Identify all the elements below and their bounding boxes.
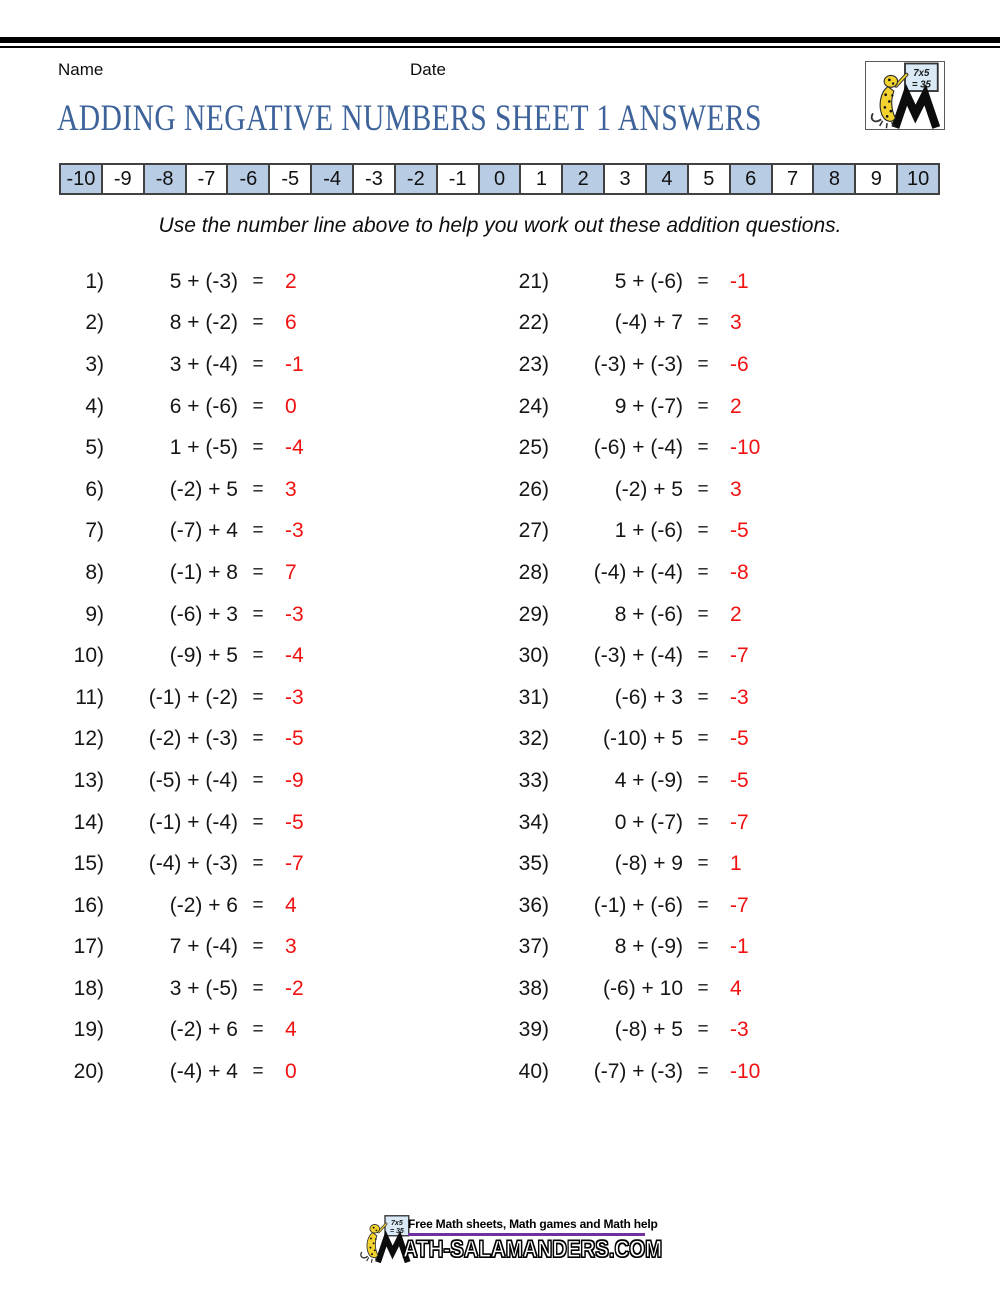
question-answer: 4 bbox=[285, 893, 297, 917]
question-number: 10) bbox=[73, 644, 104, 668]
question-expression: 1 + (-6) bbox=[614, 519, 683, 543]
number-line-cell: 4 bbox=[645, 163, 689, 195]
number-line-cell: -2 bbox=[394, 163, 438, 195]
question-answer: -6 bbox=[730, 352, 749, 376]
question-number: 17) bbox=[73, 935, 104, 959]
question-row bbox=[59, 843, 479, 885]
equals-sign: = bbox=[252, 1061, 264, 1083]
number-line-cell: -3 bbox=[352, 163, 396, 195]
question-answer: -3 bbox=[285, 519, 304, 543]
number-line-cell: -7 bbox=[185, 163, 229, 195]
question-number: 7) bbox=[85, 519, 104, 543]
question-row bbox=[504, 386, 924, 428]
equals-sign: = bbox=[697, 894, 709, 916]
question-row bbox=[504, 261, 924, 303]
question-number: 1) bbox=[85, 269, 104, 293]
question-expression: (-5) + (-4) bbox=[148, 768, 238, 792]
question-number: 5) bbox=[85, 436, 104, 460]
question-answer: 7 bbox=[285, 560, 297, 584]
question-row bbox=[59, 303, 479, 345]
question-expression: (-4) + 7 bbox=[614, 311, 683, 335]
question-answer: 2 bbox=[285, 269, 297, 293]
equals-sign: = bbox=[697, 977, 709, 999]
question-expression: 7 + (-4) bbox=[169, 935, 238, 959]
question-row bbox=[59, 719, 479, 761]
number-line-cell: 10 bbox=[896, 163, 940, 195]
question-row bbox=[59, 802, 479, 844]
question-expression: 3 + (-5) bbox=[169, 976, 238, 1000]
question-expression: (-2) + 6 bbox=[169, 1018, 238, 1042]
question-row bbox=[504, 1010, 924, 1052]
question-expression: 8 + (-9) bbox=[614, 935, 683, 959]
question-number: 29) bbox=[518, 602, 549, 626]
number-line-cell: -5 bbox=[268, 163, 312, 195]
equals-sign: = bbox=[697, 1061, 709, 1083]
equals-sign: = bbox=[252, 270, 264, 292]
footer-brand-text: ATH-SALAMANDERS.COM bbox=[403, 1236, 663, 1263]
question-answer: 3 bbox=[730, 311, 742, 335]
equals-sign: = bbox=[252, 728, 264, 750]
question-expression: (-1) + (-2) bbox=[148, 685, 238, 709]
question-answer: -10 bbox=[730, 1060, 761, 1084]
question-row bbox=[504, 469, 924, 511]
equals-sign: = bbox=[252, 520, 264, 542]
question-expression: 3 + (-4) bbox=[169, 352, 238, 376]
question-row bbox=[59, 386, 479, 428]
equals-sign: = bbox=[252, 312, 264, 334]
name-label: Name bbox=[58, 60, 104, 79]
question-number: 25) bbox=[518, 436, 549, 460]
number-line-cell: -10 bbox=[59, 163, 103, 195]
question-answer: 2 bbox=[730, 394, 742, 418]
number-line-cell: -4 bbox=[310, 163, 354, 195]
question-answer: 3 bbox=[285, 935, 297, 959]
footer bbox=[358, 1212, 678, 1268]
question-number: 33) bbox=[518, 768, 549, 792]
question-number: 31) bbox=[518, 685, 549, 709]
equals-sign: = bbox=[697, 478, 709, 500]
question-number: 27) bbox=[518, 519, 549, 543]
question-row bbox=[504, 552, 924, 594]
question-answer: 3 bbox=[730, 477, 742, 501]
question-answer: -5 bbox=[285, 727, 304, 751]
question-row bbox=[59, 1010, 479, 1052]
equals-sign: = bbox=[252, 353, 264, 375]
question-row bbox=[59, 885, 479, 927]
question-number: 35) bbox=[518, 852, 549, 876]
question-answer: 3 bbox=[285, 477, 297, 501]
question-row bbox=[59, 760, 479, 802]
question-number: 20) bbox=[73, 1060, 104, 1084]
equals-sign: = bbox=[697, 437, 709, 459]
equals-sign: = bbox=[697, 645, 709, 667]
equals-sign: = bbox=[252, 561, 264, 583]
question-answer: -4 bbox=[285, 644, 304, 668]
equals-sign: = bbox=[697, 353, 709, 375]
question-row bbox=[504, 719, 924, 761]
math-salamanders-logo bbox=[865, 61, 945, 130]
question-number: 40) bbox=[518, 1060, 549, 1084]
question-answer: -3 bbox=[285, 602, 304, 626]
question-number: 38) bbox=[518, 976, 549, 1000]
question-expression: (-7) + 4 bbox=[169, 519, 238, 543]
question-expression: 4 + (-9) bbox=[614, 768, 683, 792]
number-line-cell: -9 bbox=[101, 163, 145, 195]
number-line-cell: 2 bbox=[561, 163, 605, 195]
number-line-cell: 5 bbox=[687, 163, 731, 195]
question-row bbox=[504, 344, 924, 386]
question-row bbox=[59, 927, 479, 969]
question-answer: 2 bbox=[730, 602, 742, 626]
question-answer: -4 bbox=[285, 436, 304, 460]
question-number: 37) bbox=[518, 935, 549, 959]
equals-sign: = bbox=[252, 603, 264, 625]
question-answer: -3 bbox=[730, 1018, 749, 1042]
question-expression: 8 + (-2) bbox=[169, 311, 238, 335]
question-number: 34) bbox=[518, 810, 549, 834]
question-row bbox=[59, 677, 479, 719]
equals-sign: = bbox=[697, 270, 709, 292]
question-row bbox=[504, 511, 924, 553]
equals-sign: = bbox=[252, 894, 264, 916]
question-row bbox=[504, 1051, 924, 1093]
question-row bbox=[59, 427, 479, 469]
question-expression: (-1) + (-4) bbox=[148, 810, 238, 834]
question-number: 19) bbox=[73, 1018, 104, 1042]
question-number: 12) bbox=[73, 727, 104, 751]
question-expression: (-1) + (-6) bbox=[593, 893, 683, 917]
question-expression: (-7) + (-3) bbox=[593, 1060, 683, 1084]
question-expression: (-8) + 9 bbox=[614, 852, 683, 876]
number-line-cell: 0 bbox=[478, 163, 522, 195]
question-expression: (-6) + 10 bbox=[603, 976, 683, 1000]
question-row bbox=[59, 511, 479, 553]
question-expression: 8 + (-6) bbox=[614, 602, 683, 626]
question-number: 18) bbox=[73, 976, 104, 1000]
question-row bbox=[59, 635, 479, 677]
equals-sign: = bbox=[252, 769, 264, 791]
question-row bbox=[59, 594, 479, 636]
number-line-cell: 9 bbox=[854, 163, 898, 195]
footer-tagline: Free Math sheets, Math games and Math help bbox=[408, 1217, 658, 1231]
question-answer: -5 bbox=[730, 727, 749, 751]
number-line-cell: 1 bbox=[519, 163, 563, 195]
number-line-cell: 6 bbox=[729, 163, 773, 195]
question-expression: 5 + (-6) bbox=[614, 269, 683, 293]
question-number: 26) bbox=[518, 477, 549, 501]
equals-sign: = bbox=[252, 811, 264, 833]
question-number: 14) bbox=[73, 810, 104, 834]
equals-sign: = bbox=[252, 853, 264, 875]
question-answer: -8 bbox=[730, 560, 749, 584]
equals-sign: = bbox=[252, 395, 264, 417]
questions-column-left bbox=[59, 261, 479, 1093]
question-expression: 5 + (-3) bbox=[169, 269, 238, 293]
question-answer: -1 bbox=[730, 269, 749, 293]
question-expression: (-2) + (-3) bbox=[148, 727, 238, 751]
question-expression: (-3) + (-3) bbox=[593, 352, 683, 376]
questions-column-right bbox=[504, 261, 924, 1093]
equals-sign: = bbox=[697, 395, 709, 417]
question-row bbox=[504, 635, 924, 677]
question-row bbox=[504, 303, 924, 345]
question-row bbox=[504, 843, 924, 885]
equals-sign: = bbox=[252, 645, 264, 667]
question-row bbox=[59, 344, 479, 386]
number-line-cell: -1 bbox=[436, 163, 480, 195]
salamander-board-logo bbox=[866, 62, 944, 129]
question-number: 11) bbox=[75, 685, 104, 709]
question-row bbox=[59, 261, 479, 303]
equals-sign: = bbox=[252, 686, 264, 708]
question-row bbox=[59, 968, 479, 1010]
equals-sign: = bbox=[697, 811, 709, 833]
question-row bbox=[504, 802, 924, 844]
question-expression: (-8) + 5 bbox=[614, 1018, 683, 1042]
question-expression: (-4) + 4 bbox=[169, 1060, 238, 1084]
question-expression: (-2) + 5 bbox=[614, 477, 683, 501]
question-row bbox=[504, 968, 924, 1010]
question-expression: (-2) + 6 bbox=[169, 893, 238, 917]
question-number: 16) bbox=[73, 893, 104, 917]
question-expression: (-2) + 5 bbox=[169, 477, 238, 501]
question-row bbox=[504, 885, 924, 927]
question-number: 8) bbox=[85, 560, 104, 584]
equals-sign: = bbox=[697, 561, 709, 583]
number-line-cell: 8 bbox=[812, 163, 856, 195]
question-answer: -7 bbox=[730, 644, 749, 668]
question-expression: 9 + (-7) bbox=[614, 394, 683, 418]
question-number: 36) bbox=[518, 893, 549, 917]
question-expression: (-9) + 5 bbox=[169, 644, 238, 668]
question-expression: 0 + (-7) bbox=[614, 810, 683, 834]
question-row bbox=[504, 760, 924, 802]
question-answer: -7 bbox=[730, 893, 749, 917]
question-answer: -3 bbox=[285, 685, 304, 709]
question-expression: (-3) + (-4) bbox=[593, 644, 683, 668]
question-expression: (-4) + (-4) bbox=[593, 560, 683, 584]
question-answer: 4 bbox=[285, 1018, 297, 1042]
question-answer: 4 bbox=[730, 976, 742, 1000]
question-row bbox=[504, 594, 924, 636]
question-row bbox=[59, 552, 479, 594]
number-line bbox=[59, 163, 940, 195]
question-number: 21) bbox=[518, 269, 549, 293]
question-answer: 6 bbox=[285, 311, 297, 335]
question-number: 23) bbox=[518, 352, 549, 376]
question-number: 13) bbox=[73, 768, 104, 792]
equals-sign: = bbox=[697, 1019, 709, 1041]
equals-sign: = bbox=[252, 936, 264, 958]
question-answer: 0 bbox=[285, 394, 297, 418]
equals-sign: = bbox=[697, 312, 709, 334]
equals-sign: = bbox=[252, 478, 264, 500]
question-answer: -9 bbox=[285, 768, 304, 792]
number-line-cell: 3 bbox=[603, 163, 647, 195]
question-expression: 6 + (-6) bbox=[169, 394, 238, 418]
equals-sign: = bbox=[697, 686, 709, 708]
number-line-cell: -6 bbox=[226, 163, 270, 195]
question-answer: -3 bbox=[730, 685, 749, 709]
equals-sign: = bbox=[697, 603, 709, 625]
question-answer: -5 bbox=[730, 768, 749, 792]
question-expression: (-1) + 8 bbox=[169, 560, 238, 584]
question-number: 4) bbox=[85, 394, 104, 418]
question-answer: -5 bbox=[285, 810, 304, 834]
question-answer: -2 bbox=[285, 976, 304, 1000]
question-row bbox=[504, 677, 924, 719]
question-expression: (-4) + (-3) bbox=[148, 852, 238, 876]
equals-sign: = bbox=[252, 977, 264, 999]
question-number: 28) bbox=[518, 560, 549, 584]
question-number: 32) bbox=[518, 727, 549, 751]
question-number: 24) bbox=[518, 394, 549, 418]
question-answer: -7 bbox=[285, 852, 304, 876]
question-number: 30) bbox=[518, 644, 549, 668]
instruction-text: Use the number line above to help you work out these addition questions. bbox=[158, 214, 842, 237]
question-number: 2) bbox=[85, 311, 104, 335]
top-border-rule bbox=[0, 37, 1000, 48]
question-row bbox=[59, 469, 479, 511]
question-number: 39) bbox=[518, 1018, 549, 1042]
question-answer: 1 bbox=[730, 852, 742, 876]
equals-sign: = bbox=[697, 853, 709, 875]
question-answer: 0 bbox=[285, 1060, 297, 1084]
question-expression: 1 + (-5) bbox=[169, 436, 238, 460]
question-number: 15) bbox=[73, 852, 104, 876]
question-number: 6) bbox=[85, 477, 104, 501]
equals-sign: = bbox=[697, 936, 709, 958]
question-answer: -1 bbox=[730, 935, 749, 959]
question-answer: -10 bbox=[730, 436, 761, 460]
question-answer: -1 bbox=[285, 352, 304, 376]
question-answer: -7 bbox=[730, 810, 749, 834]
number-line-cell: -8 bbox=[143, 163, 187, 195]
page-title: ADDING NEGATIVE NUMBERS SHEET 1 ANSWERS bbox=[57, 98, 762, 139]
question-number: 3) bbox=[85, 352, 104, 376]
number-line-cell: 7 bbox=[771, 163, 815, 195]
question-expression: (-6) + (-4) bbox=[593, 436, 683, 460]
equals-sign: = bbox=[252, 437, 264, 459]
question-number: 9) bbox=[85, 602, 104, 626]
question-row bbox=[59, 1051, 479, 1093]
question-expression: (-6) + 3 bbox=[614, 685, 683, 709]
equals-sign: = bbox=[697, 728, 709, 750]
question-number: 22) bbox=[518, 311, 549, 335]
date-label: Date bbox=[410, 60, 446, 79]
question-expression: (-10) + 5 bbox=[603, 727, 683, 751]
equals-sign: = bbox=[252, 1019, 264, 1041]
equals-sign: = bbox=[697, 769, 709, 791]
equals-sign: = bbox=[697, 520, 709, 542]
question-row bbox=[504, 927, 924, 969]
question-row bbox=[504, 427, 924, 469]
question-answer: -5 bbox=[730, 519, 749, 543]
question-expression: (-6) + 3 bbox=[169, 602, 238, 626]
